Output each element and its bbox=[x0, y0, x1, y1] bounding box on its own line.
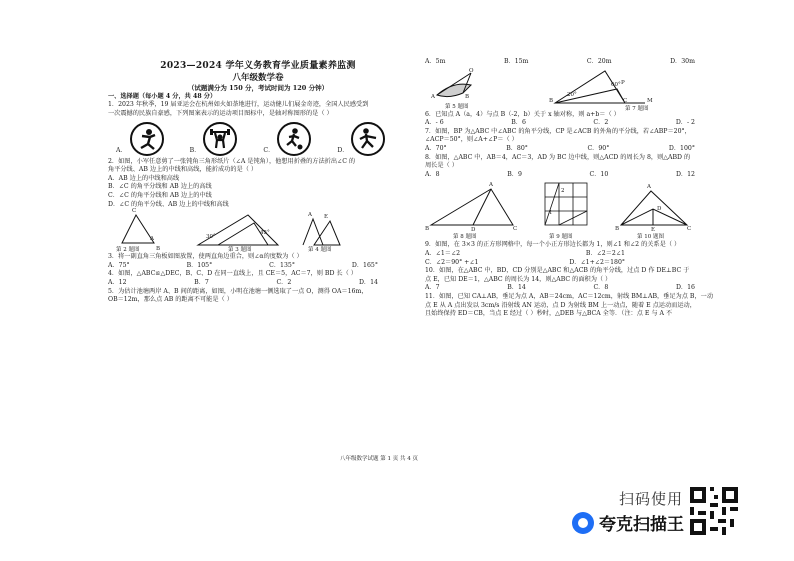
option: A．12 bbox=[108, 278, 127, 286]
point-a-label: A bbox=[489, 182, 493, 189]
q10-line: 点 E，已知 DE＝1，△ABC 的周长为 14，则△ABC 的面积为（ ） bbox=[425, 275, 612, 283]
angle-20-label: 20° bbox=[567, 91, 577, 98]
fencing-icon bbox=[351, 122, 385, 156]
athlete-icon bbox=[130, 122, 164, 156]
qr-code-icon[interactable] bbox=[690, 487, 738, 535]
q2-choice: A．AB 边上的中线和高线 bbox=[108, 174, 180, 182]
option: D．16 bbox=[675, 284, 695, 292]
q6-line: 6．已知点 A（a，4）与点 B（-2，b）关于 x 轴对称，则 a+b＝（ ） bbox=[425, 110, 620, 118]
option: C．2 bbox=[276, 278, 292, 286]
option: D．- 2 bbox=[675, 119, 695, 127]
figures-q2-q4 bbox=[108, 209, 408, 253]
point-a-label: A bbox=[308, 212, 312, 219]
q6-options bbox=[425, 119, 695, 128]
fig3-caption: 第 3 题图 bbox=[228, 247, 252, 254]
point-e-label: E bbox=[324, 214, 329, 221]
option: B．∠2＝2∠1 bbox=[585, 249, 625, 257]
page-footer: 八年级数学试题 第 1 页 共 4 页 bbox=[340, 456, 418, 462]
option-label: B． bbox=[189, 146, 201, 154]
option: C．2 bbox=[593, 119, 609, 127]
exam-note: （试题满分为 150 分，考试时间为 120 分钟） bbox=[187, 84, 329, 93]
q11-line: 且始终保持 ED＝CB，当点 E 经过（ ）秒时，△DEB 与△BCA 全等．（注：点 E 与 A 不 bbox=[425, 310, 673, 318]
option: C．10 bbox=[589, 170, 609, 178]
option: D．165° bbox=[351, 261, 378, 269]
option: C．20m bbox=[586, 58, 612, 65]
q2-line: 2．如图，小军任意剪了一张钝角三角形纸片（∠A 是钝角），他想用折叠的方法折出∠C 的 bbox=[108, 157, 356, 165]
angle-30-label: 30° bbox=[206, 234, 216, 241]
option: A．∠1＝∠2 bbox=[425, 249, 461, 257]
q8-options bbox=[425, 171, 695, 180]
q1-option-b bbox=[190, 122, 238, 156]
fig8-caption: 第 8 题图 bbox=[453, 234, 477, 241]
point-a-label: A bbox=[150, 236, 154, 243]
fig5-caption: 第 5 题图 bbox=[445, 103, 469, 110]
fig7-caption: 第 7 题图 bbox=[625, 105, 649, 112]
exam-title: 2023—2024 学年义务教育学业质量素养监测 bbox=[160, 61, 356, 71]
option: A．7 bbox=[425, 284, 440, 292]
q5-line: 5．为估计池塘两岸 A、B 间的距离，如图，小明在池塘一侧选取了一点 O，测得 OA＝16m， bbox=[108, 287, 368, 295]
section-heading: 一、选择题（每小题 4 分，共 48 分） bbox=[108, 92, 217, 100]
q2-choice: B．∠C 的角平分线和 AB 边上的高线 bbox=[108, 183, 212, 191]
point-a-label: A bbox=[431, 93, 435, 100]
point-o-label: O bbox=[469, 67, 474, 74]
q1-option-d bbox=[337, 122, 385, 156]
q10-line: 10．如图，在△ABC 中，BD，CD 分别是△ABC 和△ACB 的角平分线，过点 D 作 DE⊥BC 于 bbox=[425, 267, 690, 275]
q11-line: 点 E 从 A 点出发以 3cm/s 沿射线 AN 运动，点 D 为射线 BM 上一动点，随着 E 点运动而运动， bbox=[425, 301, 696, 309]
q1-line: 一次震撼的民族自豪感，下列图案表示的运动项目图标中，是轴对称图形的是（ ） bbox=[108, 109, 333, 117]
option-label: C． bbox=[263, 146, 275, 154]
q4-options bbox=[108, 279, 378, 288]
brand-watermark[interactable] bbox=[572, 510, 684, 535]
option: B．80° bbox=[506, 144, 528, 152]
football-icon bbox=[277, 122, 311, 156]
weightlifting-icon bbox=[203, 122, 237, 156]
q9-line: 9．如图，在 3×3 的正方形网格中，每一个小正方形边长都为 1，则∠1 和∠2 的关系是（ ） bbox=[425, 241, 681, 249]
scan-to-use-label: 扫码使用 bbox=[619, 490, 684, 508]
angle-2-label: 2 bbox=[561, 188, 565, 195]
option: D．14 bbox=[358, 278, 378, 286]
option: B．14 bbox=[507, 284, 526, 292]
point-d-label: D bbox=[471, 227, 476, 234]
brand-name: 夸克扫描王 bbox=[599, 515, 684, 535]
q11-line: 11．如图，已知 CA⊥AB，垂足为点 A，AB＝24cm，AC＝12cm，射线 BM⊥AB，垂足为点 B，一动 bbox=[425, 292, 714, 300]
q8-line: 8．如图，△ABC 中，AB＝4，AC＝3，AD 为 BC 边中线，则△ACD 的周长为 8，则△ABD 的 bbox=[425, 153, 691, 161]
point-p-label: P bbox=[621, 79, 625, 86]
fig9-caption: 第 9 题图 bbox=[549, 234, 573, 241]
point-a-label: A bbox=[647, 184, 651, 191]
option: D．100° bbox=[668, 144, 695, 152]
option: C．∠2＝90° +∠1 bbox=[425, 258, 479, 266]
point-b-label: B bbox=[156, 246, 161, 253]
angle-45-label: 45° bbox=[260, 230, 270, 237]
q2-choice: C．∠C 的角平分线和 AB 边上的中线 bbox=[108, 191, 212, 199]
option: B．7 bbox=[194, 278, 209, 286]
option: C．90° bbox=[587, 144, 610, 152]
option: A．75° bbox=[108, 261, 130, 269]
fig2-caption: 第 2 题图 bbox=[116, 247, 140, 254]
q8-line: 周长是（ ） bbox=[425, 162, 458, 170]
point-c-label: C bbox=[687, 226, 692, 233]
q1-line: 1．2023 年秋季，19 届亚运会在杭州如火如荼地进行，运动健儿们展金奇迹，全国人民感受到 bbox=[108, 101, 369, 109]
point-b-label: B bbox=[425, 226, 430, 233]
option: B．105° bbox=[186, 261, 213, 269]
option: A．- 6 bbox=[425, 119, 444, 127]
option-label: A． bbox=[116, 146, 127, 154]
point-c-label: C bbox=[623, 97, 628, 104]
option: C．135° bbox=[269, 261, 295, 269]
option: B．6 bbox=[511, 119, 526, 127]
q7-options bbox=[425, 145, 695, 154]
point-e-label: E bbox=[651, 227, 656, 234]
q8-q10-figures bbox=[425, 179, 715, 241]
point-m-label: M bbox=[647, 97, 653, 104]
point-d-label: D bbox=[657, 206, 662, 213]
figures-q5-q7 bbox=[425, 67, 725, 111]
option: A．70° bbox=[425, 144, 447, 152]
quark-logo-icon bbox=[572, 512, 594, 534]
q10-options bbox=[425, 284, 695, 293]
q7-line: ∠ACP＝50°，则∠A+∠P＝（ ） bbox=[425, 136, 518, 144]
angle-60-label: 60° bbox=[611, 81, 621, 88]
option: D．∠1+∠2＝180° bbox=[569, 258, 625, 266]
point-b-label: B bbox=[465, 93, 470, 100]
option: A．5m bbox=[425, 58, 446, 65]
q1-option-a bbox=[116, 122, 164, 156]
option: B．15m bbox=[503, 58, 529, 65]
point-c-label: C bbox=[132, 208, 137, 215]
option-label: D． bbox=[337, 146, 349, 154]
q9-options-row1 bbox=[425, 250, 625, 259]
right-column bbox=[425, 58, 725, 319]
q3-line: 3．将一副直角三角板如图放置，使两直角边重合，则∠α的度数为（ ） bbox=[108, 253, 303, 261]
fig10-caption: 第 10 题图 bbox=[637, 234, 664, 241]
q2-choice: D．∠C 的角平分线、AB 边上的中线和高线 bbox=[108, 200, 229, 208]
q4-line: 4．如图，△ABC≌△DEC，B、C、D 在同一直线上，且 CE＝5，AC＝7，则 BD 长（ ） bbox=[108, 270, 357, 278]
point-b-label: B bbox=[615, 226, 620, 233]
q1-options bbox=[116, 122, 408, 156]
fig4-caption: 第 4 题图 bbox=[308, 247, 332, 254]
q2-line: 角平分线、AB 边上的中线和高线，能折成功的是（ ） bbox=[108, 166, 258, 174]
option: A．8 bbox=[425, 170, 440, 178]
q7-line: 7．如图，BP 为△ABC 中∠ABC 的角平分线，CP 是∠ACB 的外角的平分线，若∠ABP＝20°， bbox=[425, 127, 691, 135]
figures-q8-q10 bbox=[425, 179, 725, 241]
left-column bbox=[108, 62, 408, 305]
q9-options-row2 bbox=[425, 259, 625, 268]
point-c-label: C bbox=[513, 226, 518, 233]
angle-1-label: 1 bbox=[549, 210, 553, 217]
q5-options bbox=[425, 58, 695, 67]
option: C．8 bbox=[593, 284, 609, 292]
q1-option-c bbox=[263, 122, 311, 156]
option: B．9 bbox=[507, 170, 522, 178]
q5-line: OB＝12m，那么点 AB 的距离不可能是（ ） bbox=[108, 296, 233, 304]
option: D．30m bbox=[670, 58, 695, 65]
point-b-label: B bbox=[549, 97, 554, 104]
subject-title: 八年级数学卷 bbox=[232, 72, 284, 83]
option: D．12 bbox=[675, 170, 695, 178]
